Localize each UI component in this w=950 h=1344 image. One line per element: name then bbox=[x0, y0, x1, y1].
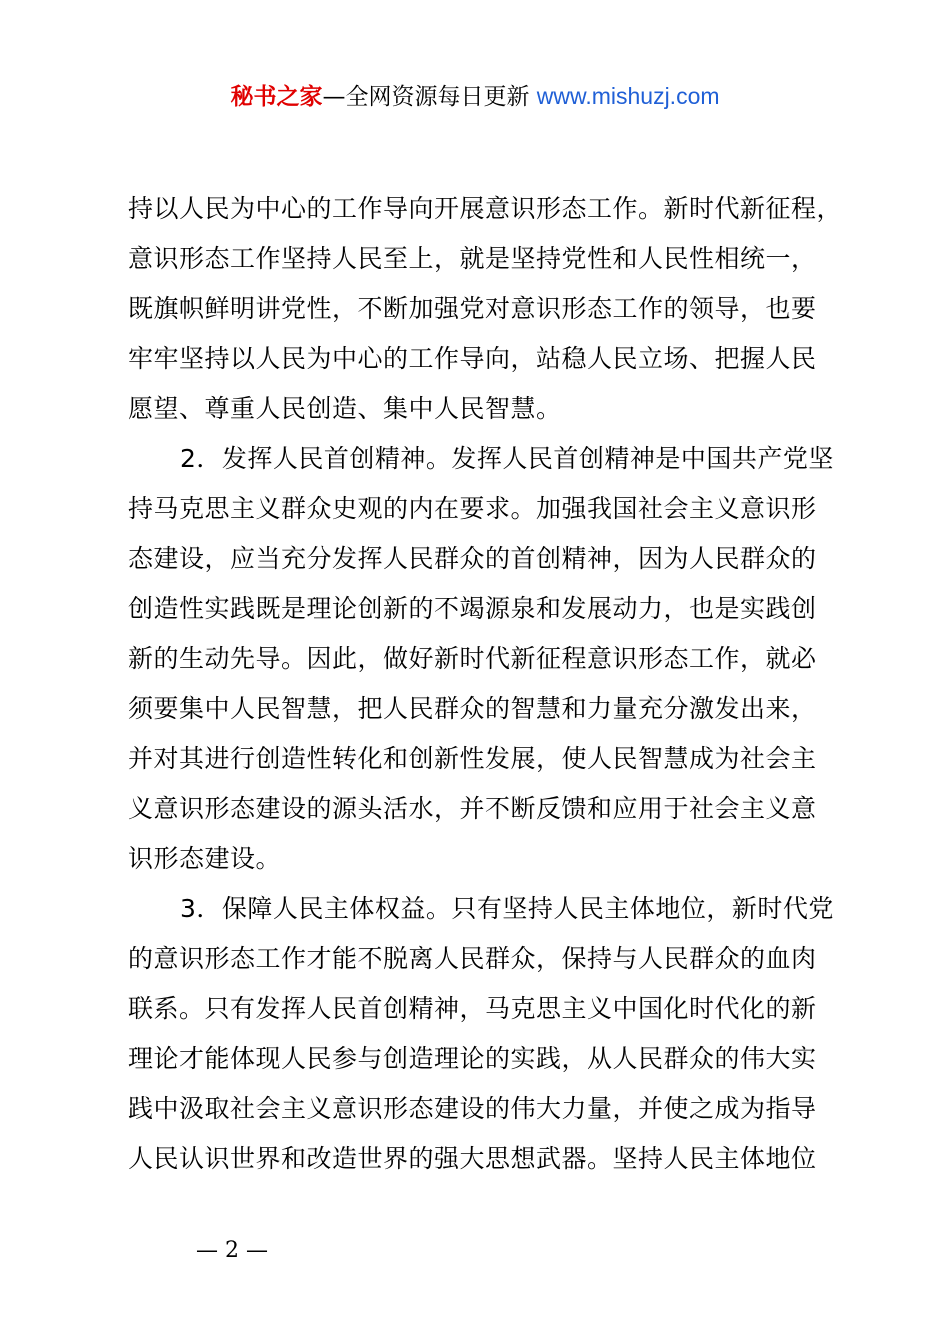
text-line: 理论才能体现人民参与创造理论的实践，从人民群众的伟大实 bbox=[128, 1044, 817, 1073]
text-line: 识形态建设。 bbox=[128, 844, 282, 873]
header-tagline: —全网资源每日更新 bbox=[322, 84, 530, 110]
text-line: 意识形态工作坚持人民至上，就是坚持党性和人民性相统一， bbox=[128, 244, 817, 273]
text-line: 的意识形态工作才能不脱离人民群众，保持与人民群众的血肉 bbox=[128, 944, 817, 973]
document-body bbox=[128, 184, 843, 1184]
text-line: 创造性实践既是理论创新的不竭源泉和发展动力，也是实践创 bbox=[128, 594, 817, 623]
text-line: 新的生动先导。因此，做好新时代新征程意识形态工作，就必 bbox=[128, 644, 817, 673]
brand-name: 秘书之家 bbox=[230, 84, 323, 110]
site-header bbox=[0, 80, 950, 113]
text-line: 并对其进行创造性转化和创新性发展，使人民智慧成为社会主 bbox=[128, 744, 817, 773]
text-line: 持马克思主义群众史观的内在要求。加强我国社会主义意识形 bbox=[128, 494, 817, 523]
text-line: 愿望、尊重人民创造、集中人民智慧。 bbox=[128, 394, 562, 423]
text-line: 联系。只有发挥人民首创精神，马克思主义中国化时代化的新 bbox=[128, 994, 817, 1023]
text-line: 人民认识世界和改造世界的强大思想武器。坚持人民主体地位 bbox=[128, 1144, 817, 1173]
text-line: 牢牢坚持以人民为中心的工作导向，站稳人民立场、把握人民 bbox=[128, 344, 817, 373]
text-line: 义意识形态建设的源头活水，并不断反馈和应用于社会主义意 bbox=[128, 794, 817, 823]
text-line: 持以人民为中心的工作导向开展意识形态工作。新时代新征程， bbox=[128, 194, 843, 223]
section-heading-line: 2．发挥人民首创精神。发挥人民首创精神是中国共产党坚 bbox=[180, 444, 834, 473]
text-line: 态建设，应当充分发挥人民群众的首创精神，因为人民群众的 bbox=[128, 544, 817, 573]
text-line: 既旗帜鲜明讲党性，不断加强党对意识形态工作的领导，也要 bbox=[128, 294, 817, 323]
site-url[interactable]: www.mishuzj.com bbox=[536, 83, 720, 109]
text-line: 践中汲取社会主义意识形态建设的伟大力量，并使之成为指导 bbox=[128, 1094, 817, 1123]
text-line: 须要集中人民智慧，把人民群众的智慧和力量充分激发出来， bbox=[128, 694, 817, 723]
section-heading-line: 3．保障人民主体权益。只有坚持人民主体地位，新时代党 bbox=[180, 894, 834, 923]
page-number: — 2 — bbox=[196, 1238, 268, 1263]
